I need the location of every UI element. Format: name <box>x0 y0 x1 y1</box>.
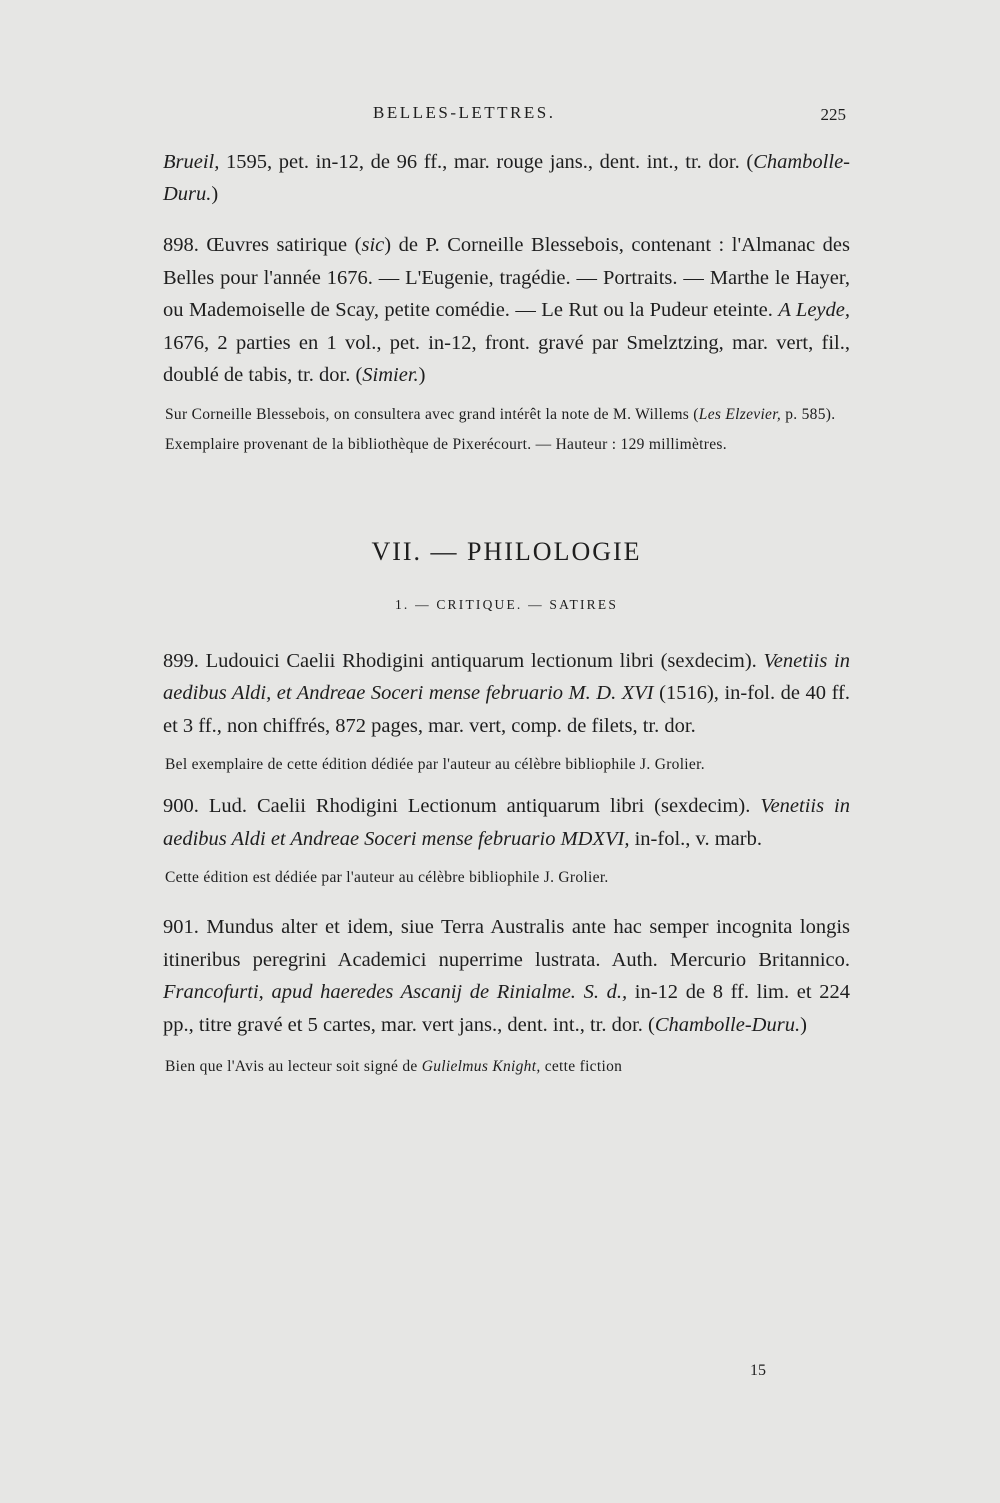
entry-899: 899. Ludouici Caelii Rhodigini antiquarum lectionum libri (sexdecim). Venetiis in aedibus Aldi, et Andreae Soceri mense februario M. D. XVI (1516), in-fol. de 40 ff. et 3 ff., non chiffrés, 872 pages, mar. vert, comp. de filets, tr. dor. <box>163 649 850 737</box>
imprint-place: Venetiis in aedibus Aldi, et Andreae Soceri mense februario M. D. XVI <box>163 649 850 704</box>
continued-entry <box>163 146 850 210</box>
continued-description: 1595, pet. in-12, de 96 ff., mar. rouge jans., dent. int., tr. dor. ( <box>219 151 754 173</box>
imprint-place: Venetiis in aedibus Aldi et Andreae Soceri mense februario MDXVI, <box>163 795 850 850</box>
binder-name: Chambolle-Duru. <box>163 151 850 205</box>
continued-title-end: Brueil, <box>163 151 220 173</box>
entry-898-note-2: Exemplaire provenant de la bibliothèque de Pixerécourt. — Hauteur : 129 millimètres. <box>165 435 727 453</box>
entry-899-note: Bel exemplaire de cette édition dédiée par l'auteur au célèbre bibliophile J. Grolier. <box>165 756 705 773</box>
running-header <box>163 103 850 127</box>
closing-paren: ) <box>211 183 219 205</box>
signature-mark: 15 <box>750 1362 766 1379</box>
binder-name: Simier. <box>362 364 419 386</box>
page-body <box>163 146 850 1079</box>
entry-898: 898. Œuvres satirique (sic) de P. Corneille Blessebois, contenant : l'Almanac des Belles pour l'année 1676. — L'Eugenie, tragédie. — Portraits. — Marthe le Hayer, ou Mademoiselle de Scay, petite comédie. — Le Rut ou la Pudeur eteinte. A Leyde, 1676, 2 parties en 1 vol., pet. in-12, front. gravé par Smelztzing, mar. vert, fil., doublé de tabis, tr. dor. (Simier.) <box>163 234 850 386</box>
entry-901: 901. Mundus alter et idem, siue Terra Australis ante hac semper incognita longis itineribus peregrini Academici nuperrime lustrata. Auth. Mercurio Britannico. Francofurti, apud haeredes Ascanij de Rinialme. S. d., in-12 de 8 ff. lim. et 224 pp., titre gravé et 5 cartes, mar. vert jans., dent. int., tr. dor. (Chambolle-Duru.) <box>163 916 850 1036</box>
entry-898-note-1: Sur Corneille Blessebois, on consultera avec grand intérêt la note de M. Willems (Les Elzevier, p. 585). <box>165 405 836 423</box>
binder-name: Chambolle-Duru. <box>654 1013 801 1036</box>
section-title: VII. — PHILOLOGIE <box>371 536 642 566</box>
section-subtitle: 1. — CRITIQUE. — SATIRES <box>394 596 619 612</box>
entry-900-note: Cette édition est dédiée par l'auteur au célèbre bibliophile J. Grolier. <box>165 869 609 886</box>
page-number: 225 <box>820 105 846 124</box>
entry-900: 900. Lud. Caelii Rhodigini Lectionum antiquarum libri (sexdecim). Venetiis in aedibus Aldi et Andreae Soceri mense februario MDXVI, in-fol., v. marb. <box>163 795 850 850</box>
imprint-place: Francofurti, apud haeredes Ascanij de Rinialme. S. d., <box>163 981 628 1003</box>
entry-901-note: Bien que l'Avis au lecteur soit signé de Gulielmus Knight, cette fiction <box>165 1058 623 1075</box>
imprint-place: A Leyde, <box>778 299 850 321</box>
running-title: BELLES-LETTRES. <box>373 103 556 122</box>
